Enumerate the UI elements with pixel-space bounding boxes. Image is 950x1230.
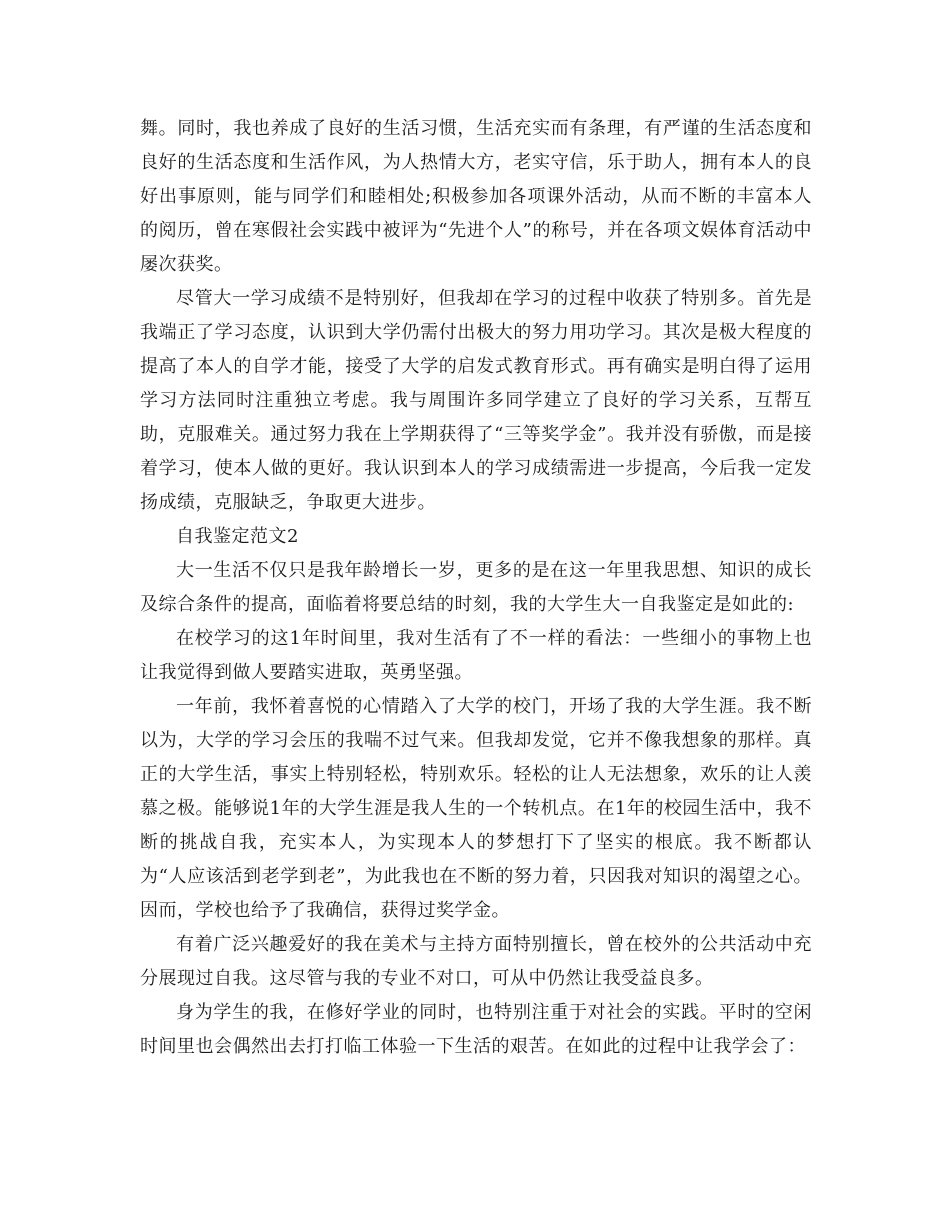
paragraph-continuation: 舞。同时，我也养成了良好的生活习惯，生活充实而有条理，有严谨的生活态度和良好的生活态度和生活作风，为人热情大方，老实守信，乐于助人，拥有本人的良好出事原则，能与同学们和睦相处;积极参加各项课外活动，从而不断的丰富本人的阅历，曾在寒假社会实践中被评为“先进个人”的称号，并在各项文娱体育活动中屡次获奖。: [140, 118, 812, 275]
document-body: [140, 112, 812, 1064]
paragraph-intro: 大一生活不仅只是我年龄增长一岁，更多的是在这一年里我思想、知识的成长及综合条件的提高，面临着将要总结的时刻，我的大学生大一自我鉴定是如此的:: [140, 560, 812, 615]
paragraph-one-year-study: 在校学习的这1年时间里，我对生活有了不一样的看法：一些细小的事物上也让我觉得到做人要踏实进取，英勇坚强。: [140, 628, 812, 683]
paragraph-year-ago: 一年前，我怀着喜悦的心情踏入了大学的校门，开场了我的大学生涯。我不断以为，大学的学习会压的我喘不过气来。但我却发觉，它并不像我想象的那样。真正的大学生活，事实上特别轻松，特别欢乐。轻松的让人无法想象，欢乐的让人羡慕之极。能够说1年的大学生涯是我人生的一个转机点。在1年的校园生活中，我不断的挑战自我，充实本人，为实现本人的梦想打下了坚实的根底。我不断都认为“人应该活到老学到老”，为此我也在不断的努力着，只因我对知识的渴望之心。因而，学校也给予了我确信，获得过奖学金。: [140, 696, 812, 921]
paragraph-study-results: 尽管大一学习成绩不是特别好，但我却在学习的过程中收获了特别多。首先是我端正了学习态度，认识到大学仍需付出极大的努力用功学习。其次是极大程度的提高了本人的自学才能，接受了大学的启发式教育形式。再有确实是明白得了运用学习方法同时注重独立考虑。我与周围许多同学建立了良好的学习关系，互帮互助，克服难关。通过努力我在上学期获得了“三等奖学金”。我并没有骄傲，而是接着学习，使本人做的更好。我认识到本人的学习成绩需进一步提高，今后我一定发扬成绩，克服缺乏，争取更大进步。: [140, 288, 812, 513]
section-heading: 自我鉴定范文2: [176, 526, 299, 547]
paragraph-hobbies: 有着广泛兴趣爱好的我在美术与主持方面特别擅长，曾在校外的公共活动中充分展现过自我。这尽管与我的专业不对口，可从中仍然让我受益良多。: [140, 934, 812, 989]
paragraph-social-practice: 身为学生的我，在修好学业的同时，也特别注重于对社会的实践。平时的空闲时间里也会偶然出去打打临工体验一下生活的艰苦。在如此的过程中让我学会了：: [140, 1002, 812, 1057]
